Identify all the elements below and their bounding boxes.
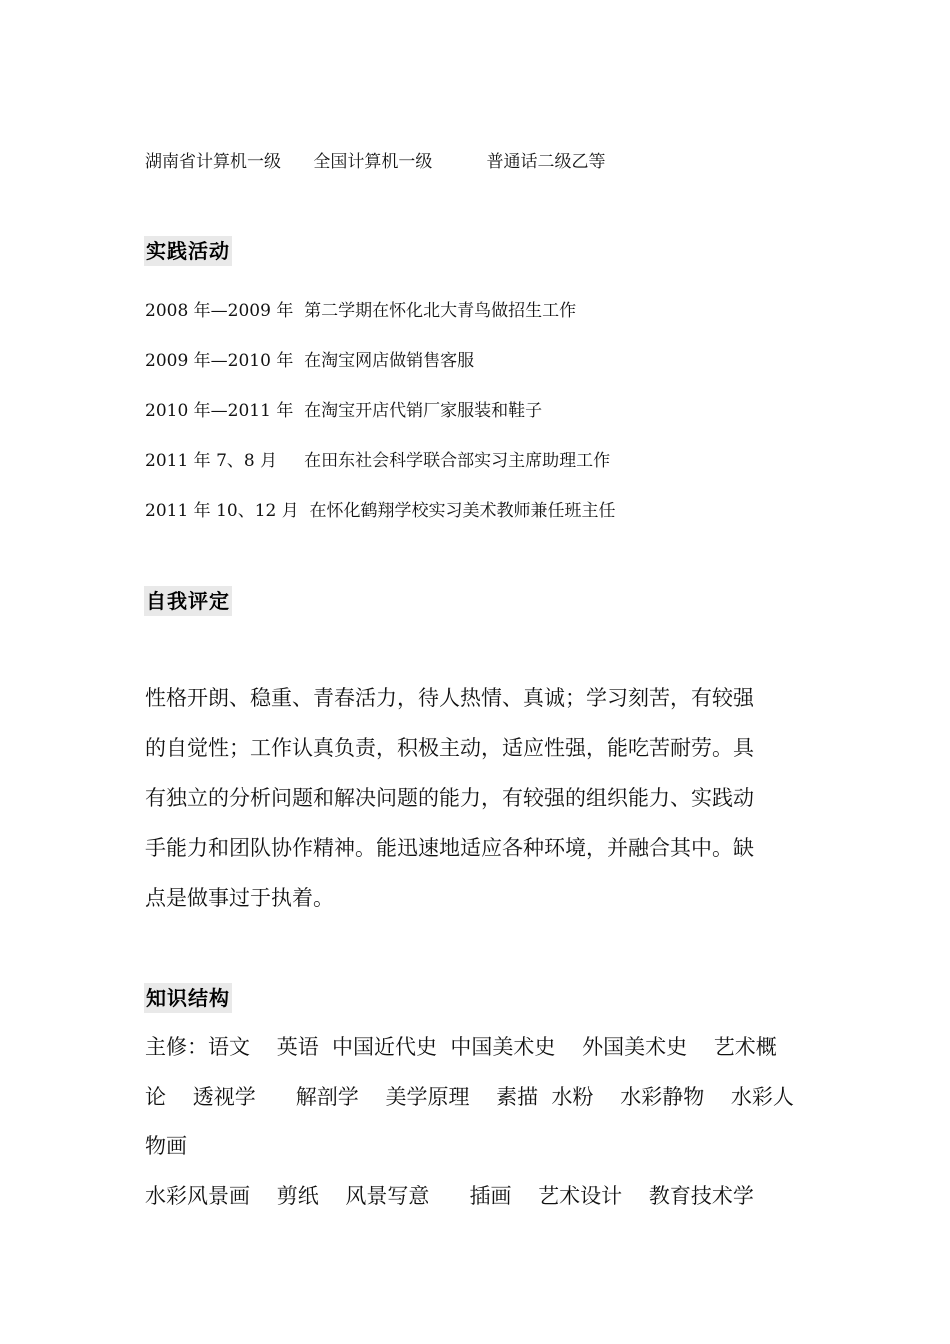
- certificates-line: 湖南省计算机一级 全国计算机一级 普通话二级乙等: [145, 152, 606, 172]
- self-evaluation-line: 性格开朗、稳重、青春活力，待人热情、真诚；学习刻苦，有较强: [145, 686, 754, 710]
- knowledge-line: 水彩风景画 剪纸 风景写意 插画 艺术设计 教育技术学: [145, 1184, 754, 1208]
- self-evaluation-line: 点是做事过于执着。: [145, 886, 334, 910]
- knowledge-heading: 知识结构: [144, 983, 232, 1013]
- knowledge-line: 主修：语文 英语 中国近代史 中国美术史 外国美术史 艺术概: [145, 1035, 777, 1059]
- practice-item: 2011 年 10、12 月 在怀化鹤翔学校实习美术教师兼任班主任: [145, 501, 616, 521]
- self-evaluation-line: 的自觉性；工作认真负责，积极主动，适应性强，能吃苦耐劳。具: [145, 736, 754, 760]
- practice-item: 2008 年—2009 年 第二学期在怀化北大青鸟做招生工作: [145, 301, 577, 321]
- practice-item: 2009 年—2010 年 在淘宝网店做销售客服: [145, 351, 475, 371]
- self-evaluation-line: 有独立的分析问题和解决问题的能力，有较强的组织能力、实践动: [145, 786, 754, 810]
- practice-item: 2011 年 7、8 月 在田东社会科学联合部实习主席助理工作: [145, 451, 611, 471]
- self-evaluation-heading: 自我评定: [144, 586, 232, 616]
- self-evaluation-line: 手能力和团队协作精神。能迅速地适应各种环境，并融合其中。缺: [145, 836, 754, 860]
- practice-heading: 实践活动: [144, 236, 232, 266]
- practice-item: 2010 年—2011 年 在淘宝开店代销厂家服装和鞋子: [145, 401, 543, 421]
- knowledge-line: 论 透视学 解剖学 美学原理 素描 水粉 水彩静物 水彩人: [145, 1085, 794, 1109]
- knowledge-line: 物画: [145, 1134, 187, 1158]
